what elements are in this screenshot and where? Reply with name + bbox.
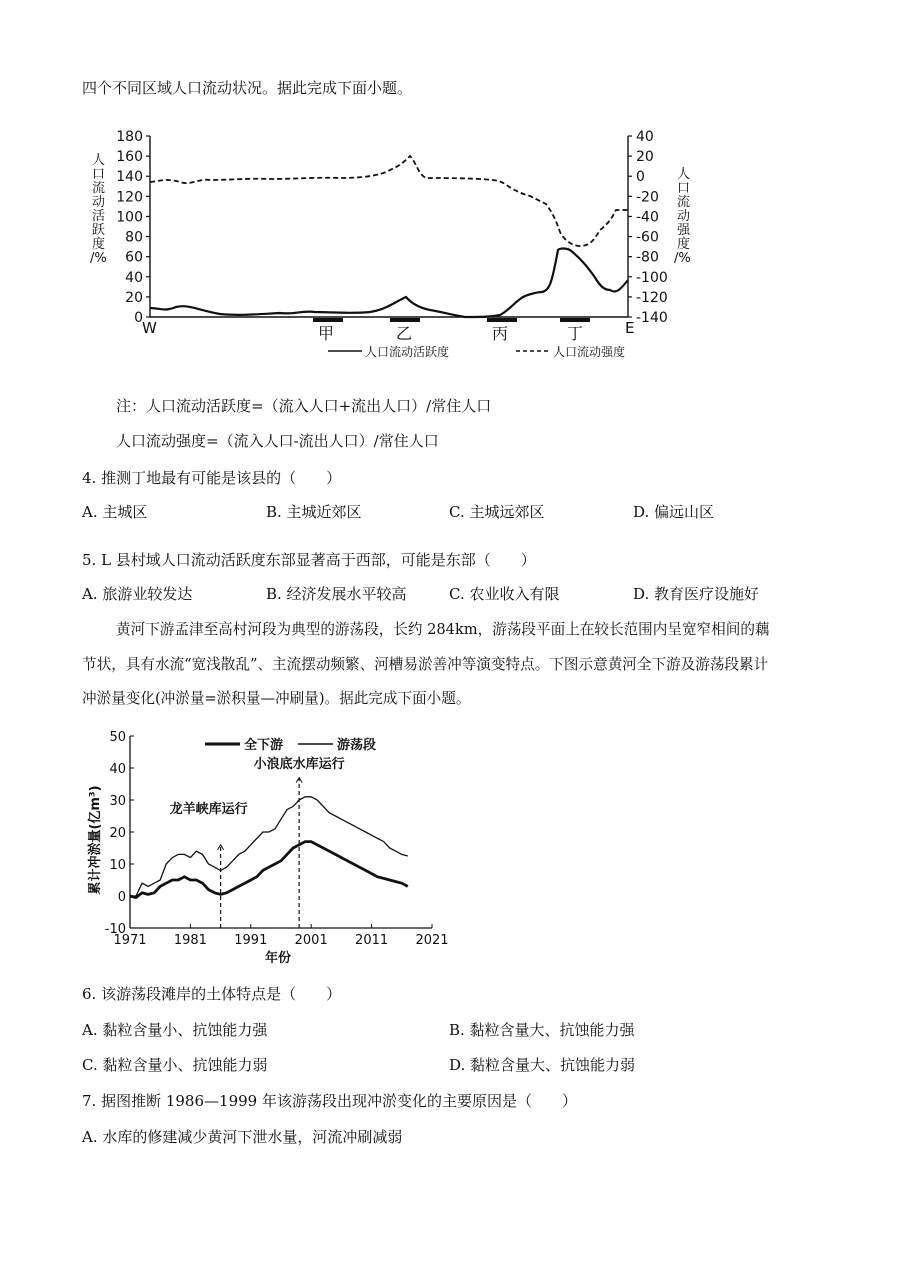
y-tick-label: 0 bbox=[117, 890, 126, 905]
sedimentation-chart bbox=[80, 722, 460, 972]
region-bar-jia bbox=[313, 318, 343, 322]
left-tick-label: 160 bbox=[116, 149, 143, 166]
question-5-stem: 5. L 县村域人口流动活跃度东部显著高于西部，可能是东部（ ） bbox=[82, 551, 536, 569]
right-axis-label-char: 度 bbox=[677, 237, 691, 252]
x-end-label: E bbox=[625, 319, 635, 337]
q7-option-a[interactable]: A. 水库的修建减少黄河下泄水量，河流冲刷减弱 bbox=[82, 1128, 403, 1146]
region-label-ding: 丁 bbox=[567, 324, 584, 343]
left-tick-label: 40 bbox=[125, 269, 143, 286]
left-axis-label-char: 跃 bbox=[92, 223, 106, 238]
question-7-stem: 7. 据图推断 1986—1999 年该游荡段出现冲淤变化的主要原因是（ ） bbox=[82, 1092, 577, 1110]
x-tick-label: 2001 bbox=[294, 933, 328, 948]
right-tick-label: -40 bbox=[636, 209, 659, 226]
question-6-stem: 6. 该游荡段滩岸的土体特点是（ ） bbox=[82, 985, 342, 1003]
left-axis-label-char: 人 bbox=[92, 153, 106, 168]
q5-option-c[interactable]: C. 农业收入有限 bbox=[449, 585, 560, 603]
left-axis-label-char: 口 bbox=[92, 167, 106, 182]
right-tick-label: -60 bbox=[636, 229, 659, 246]
activity-line bbox=[150, 249, 628, 318]
left-tick-label: 60 bbox=[125, 249, 143, 266]
region-label-yi: 乙 bbox=[396, 324, 413, 343]
y-tick-label: 50 bbox=[109, 730, 126, 745]
q5-option-d[interactable]: D. 教育医疗设施好 bbox=[633, 585, 760, 603]
q4-option-d[interactable]: D. 偏远山区 bbox=[633, 503, 715, 521]
right-axis-label-char: 口 bbox=[677, 181, 691, 196]
right-tick-label: 40 bbox=[636, 129, 654, 145]
y-tick-label: -10 bbox=[104, 922, 126, 937]
y-tick-label: 10 bbox=[109, 858, 126, 873]
right-tick-label: -20 bbox=[636, 189, 659, 206]
right-axis-label-char: /% bbox=[674, 251, 691, 266]
right-tick-label: -140 bbox=[636, 310, 668, 326]
q4-option-b[interactable]: B. 主城近郊区 bbox=[266, 503, 362, 521]
x-tick-label: 1991 bbox=[234, 933, 268, 948]
left-tick-label: 0 bbox=[134, 310, 143, 326]
q5-option-a[interactable]: A. 旅游业较发达 bbox=[82, 585, 193, 603]
passage-line-3: 冲淤量变化(冲淤量=淤积量—冲刷量)。据此完成下面小题。 bbox=[82, 690, 471, 707]
passage-line-2: 节状，具有水流“宽浅散乱”、主流摆动频繁、河槽易淤善冲等演变特点。下图示意黄河全下游及游荡段累计 bbox=[82, 656, 769, 673]
note-activity: 注：人口流动活跃度=（流入人口+流出人口）/常住人口 bbox=[116, 397, 492, 415]
q6-option-a[interactable]: A. 黏粒含量小、抗蚀能力强 bbox=[82, 1021, 268, 1039]
right-axis-label-char: 强 bbox=[677, 223, 691, 238]
right-axis-label bbox=[674, 167, 691, 266]
q6-option-b[interactable]: B. 黏粒含量大、抗蚀能力强 bbox=[449, 1021, 635, 1039]
x-tick-label: 1971 bbox=[113, 933, 147, 948]
q5-option-b[interactable]: B. 经济发展水平较高 bbox=[266, 585, 407, 603]
x-tick-label: 1981 bbox=[173, 933, 207, 948]
left-axis-label-char: 活 bbox=[92, 209, 106, 224]
region-bar-bing bbox=[487, 318, 517, 322]
right-tick-label: -120 bbox=[636, 289, 668, 306]
passage-line-1: 黄河下游孟津至高村河段为典型的游荡段，长约 284km，游荡段平面上在较长范围内呈宽窄相间的藕 bbox=[116, 621, 770, 638]
y-tick-label: 30 bbox=[109, 794, 126, 809]
note-intensity: 人口流动强度=（流入人口-流出人口）/常住人口 bbox=[116, 432, 439, 450]
region-label-bing: 丙 bbox=[492, 324, 509, 343]
series-wander-line bbox=[130, 842, 408, 898]
q4-option-c[interactable]: C. 主城远郊区 bbox=[449, 503, 545, 521]
x-start-label: W bbox=[142, 319, 157, 337]
annotation-longyangxia: 龙羊峡库运行 bbox=[169, 801, 248, 817]
legend-whole: 全下游 bbox=[244, 738, 284, 753]
q6-option-c[interactable]: C. 黏粒含量小、抗蚀能力弱 bbox=[82, 1056, 268, 1074]
population-flow-chart bbox=[80, 120, 691, 370]
region-bar-ding bbox=[560, 318, 590, 322]
x-tick-label: 2011 bbox=[355, 933, 389, 948]
right-tick-label: -100 bbox=[636, 269, 668, 286]
x-axis-label: 年份 bbox=[264, 951, 292, 966]
left-tick-label: 80 bbox=[125, 229, 143, 246]
region-label-jia: 甲 bbox=[318, 324, 335, 343]
left-axis-label-char: /% bbox=[90, 251, 107, 266]
y-tick-label: 40 bbox=[109, 762, 126, 777]
legend-activity: 人口流动活跃度 bbox=[365, 345, 450, 359]
right-tick-label: 0 bbox=[636, 169, 645, 186]
left-axis-label bbox=[90, 153, 107, 266]
annotation-xiaolangdi: 小浪底水库运行 bbox=[253, 757, 345, 772]
q4-option-a[interactable]: A. 主城区 bbox=[82, 503, 148, 521]
right-axis-label-char: 人 bbox=[677, 167, 691, 182]
right-axis-label-char: 流 bbox=[677, 195, 691, 210]
left-tick-label: 180 bbox=[116, 129, 143, 145]
left-tick-label: 100 bbox=[116, 209, 143, 226]
right-tick-label: 20 bbox=[636, 149, 654, 166]
region-bar-yi bbox=[390, 318, 420, 322]
intro-line: 四个不同区域人口流动状况。据此完成下面小题。 bbox=[82, 79, 413, 97]
left-axis-label-char: 度 bbox=[92, 237, 106, 252]
question-4-stem: 4. 推测丁地最有可能是该县的（ ） bbox=[82, 469, 342, 487]
left-axis-label-char: 动 bbox=[92, 195, 106, 210]
left-tick-label: 140 bbox=[116, 169, 143, 186]
legend-intensity: 人口流动强度 bbox=[553, 345, 626, 359]
right-axis-label-char: 动 bbox=[677, 209, 691, 224]
left-axis-label-char: 流 bbox=[92, 181, 106, 196]
legend-wander: 游荡段 bbox=[337, 738, 377, 753]
q6-option-d[interactable]: D. 黏粒含量大、抗蚀能力弱 bbox=[449, 1056, 636, 1074]
left-tick-label: 120 bbox=[116, 189, 143, 206]
y-axis-label: 累计冲淤量(亿m³) bbox=[88, 785, 103, 895]
x-tick-label: 2021 bbox=[415, 933, 449, 948]
right-tick-label: -80 bbox=[636, 249, 659, 266]
intensity-line bbox=[150, 156, 628, 246]
y-tick-label: 20 bbox=[109, 826, 126, 841]
left-tick-label: 20 bbox=[125, 289, 143, 306]
